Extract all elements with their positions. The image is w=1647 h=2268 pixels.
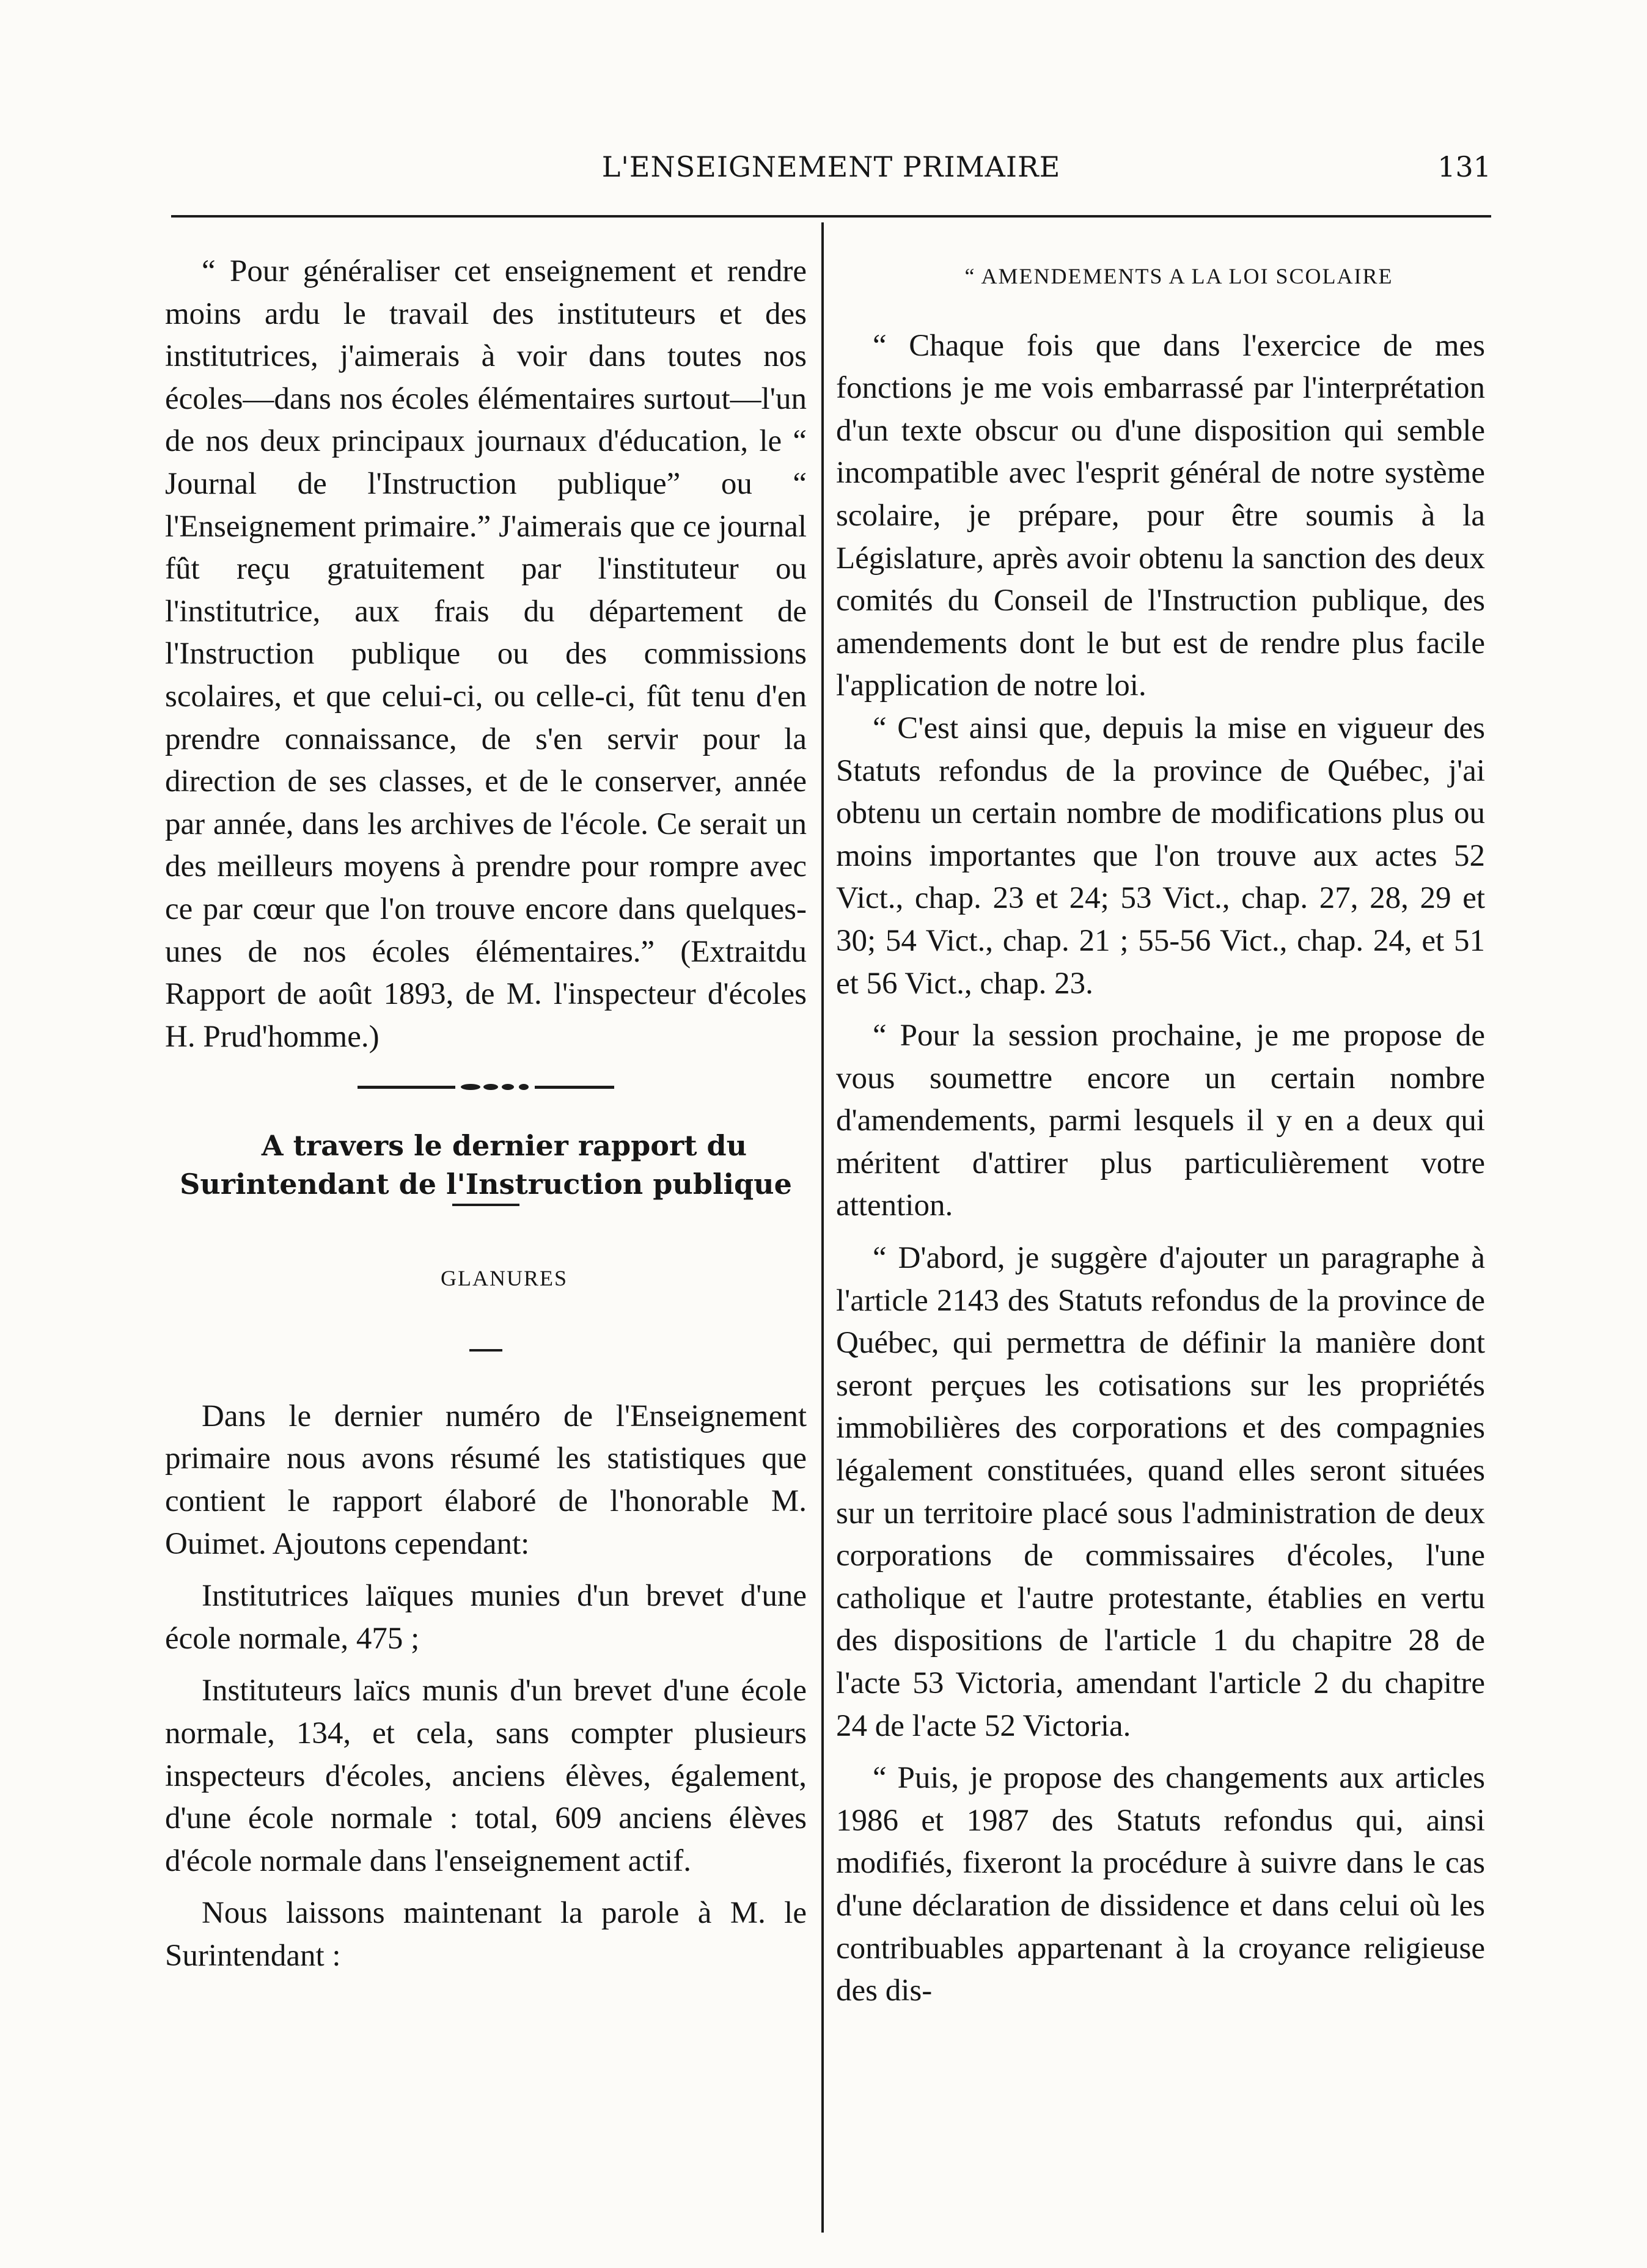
intro-paragraph: Dans le dernier numéro de l'Enseignement primaire nous avons résumé les statistiques que contient le rapport élaboré de l'honorable M. Ouimet. Ajoutons cependant: (165, 1399, 807, 1561)
right-column (836, 251, 1485, 2013)
separator-dash (452, 1204, 519, 1206)
quote-paragraph: “ Pour généraliser cet enseignement et rendre moins ardu le travail des instituteurs et des institutrices, j'aimerais à voir dans toutes nos écoles—dans nos écoles élémentaires surtout—l'un de nos deux principaux journaux d'éducation, le “ Journal de l'Instruction publique” ou “ l'Enseignement primaire.” J'aimerais que ce journal fût reçu gratuitement par l'instituteur ou l'institutrice, aux frais du département de l'Instruction publique ou des commissions scolaires, et que celui-ci, ou celle-ci, fût tenu d'en prendre connaissance, de s'en servir pour la direction de ses classes, et de le conserver, année par année, dans les archives de l'école. Ce serait un des meilleurs moyens à prendre pour rompre avec ce par cœur que l'on trouve encore dans quelques-unes de nos écoles élémentaires.” (Extraitdu Rapport de août 1893, de M. l'inspecteur d'écoles H. Prud'homme.) (165, 254, 807, 1054)
stat-paragraph: Instituteurs laïcs munis d'un brevet d'une école normale, 134, et cela, sans compter plusieurs inspecteurs d'écoles, anciens élèves, également, d'une école normale : total, 609 anciens élèves d'école normale dans l'enseignement actif. (165, 1674, 807, 1878)
stat-paragraph: Institutrices laïques munies d'un brevet d'une école normale, 475 ; (165, 1579, 807, 1656)
article-title: A travers le dernier rapport du Surintendant de l'Instruction publique (180, 1129, 792, 1201)
body-paragraph: “ Chaque fois que dans l'exercice de mes fonctions je me vois embarrassé par l'interprétation d'un texte obscur ou d'une disposition qui semble incompatible avec l'esprit général de notre système scolaire, je prépare, pour être soumis à la Législature, après avoir obtenu la sanction des deux comités du Conseil de l'Instruction publique, des amendements dont le but est de rendre plus facile l'application de notre loi. (836, 328, 1485, 703)
body-paragraph: “ Puis, je propose des changements aux articles 1986 et 1987 des Statuts refondus qui, ainsi modifiés, fixeront la procédure à suivre dans le cas d'une déclaration de dissidence et dans celui où les contribuables appartenant à la croyance religieuse des dis- (836, 1761, 1485, 2008)
header-rule (171, 215, 1491, 218)
body-paragraph: “ Pour la session prochaine, je me propose de vous soumettre encore un certain nombre d'amendements, parmi lesquels il y en a deux qui méritent d'attirer plus particulièrement votre attention. (836, 1019, 1485, 1223)
body-paragraph: “ D'abord, je suggère d'ajouter un paragraphe à l'article 2143 des Statuts refondus de la province de Québec, qui permettra de définir la manière dont seront perçues les cotisations sur les propriétés immobilières des corporations et des compagnies légalement constituées, quand elles seront situées sur un territoire placé sous l'administration de deux corporations de commissaires d'écoles, l'une catholique et l'autre protestante, établies en vertu des dispositions de l'article 1 du chapitre 28 de l'acte 53 Victoria, amendant l'article 2 du chapitre 24 de l'acte 52 Victoria. (836, 1241, 1485, 1743)
separator-dash-short (469, 1349, 502, 1352)
ornament-divider (358, 1083, 614, 1091)
running-header (171, 145, 1491, 188)
body-paragraph: “ C'est ainsi que, depuis la mise en vigueur des Statuts refondus de la province de Québec, j'ai obtenu un certain nombre de modifications plus ou moins importantes que l'on trouve aux actes 52 Vict., chap. 23 et 24; 53 Vict., chap. 27, 28, 29 et 30; 54 Vict., chap. 21 ; 55-56 Vict., chap. 24, et 51 et 56 Vict., chap. 23. (836, 711, 1485, 1001)
section-heading-glanures: GLANURES (440, 1266, 568, 1291)
left-column (165, 251, 807, 1978)
running-title: L'ENSEIGNEMENT PRIMAIRE (601, 150, 1061, 183)
column-divider (821, 222, 824, 2233)
closing-paragraph: Nous laissons maintenant la parole à M. le Surintendant : (165, 1896, 807, 1973)
page-number: 131 (1437, 150, 1491, 183)
section-heading-amendements: “ AMENDEMENTS A LA LOI SCOLAIRE (964, 264, 1393, 288)
